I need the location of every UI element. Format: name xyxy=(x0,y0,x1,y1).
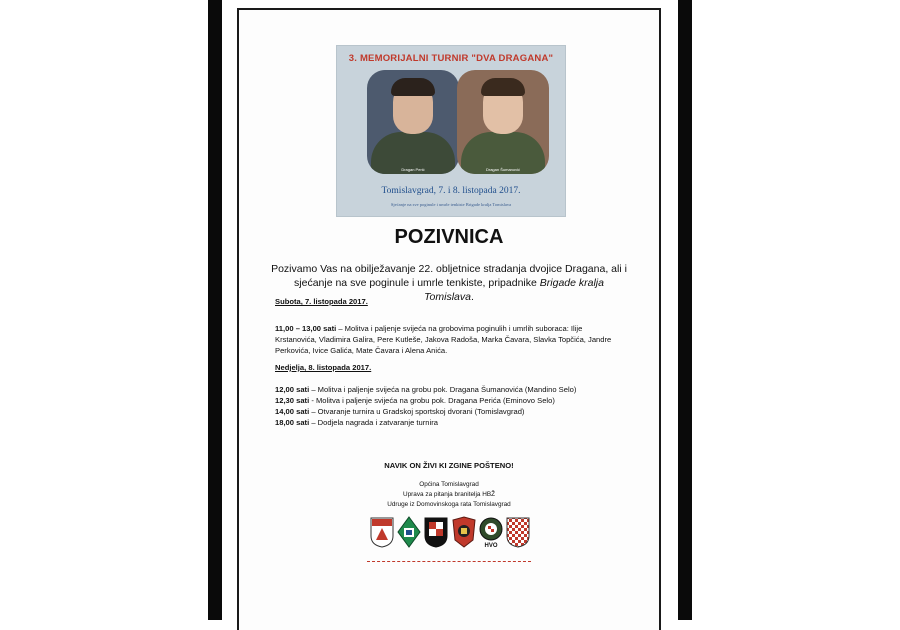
sunday-text: – Dodjela nagrada i zatvaranje turnira xyxy=(309,418,438,427)
sunday-text: - Molitva i paljenje svijeća na grobu pok. Dragana Perića (Eminovo Selo) xyxy=(309,396,555,405)
portrait-photo-left xyxy=(367,70,459,174)
banner-note: Sjećanje na sve poginule i umrle tenkiste Brigade kralja Tomislava xyxy=(390,202,512,207)
motto: NAVIK ON ŽIVI KI ZGINE POŠTENO! xyxy=(384,461,514,470)
saturday-section xyxy=(275,296,625,356)
organizer-line: Udruge iz Domovinskoga rata Tomislavgrad xyxy=(387,501,511,508)
saturday-title: Subota, 7. listopada 2017. xyxy=(275,297,368,306)
sunday-text: – Otvaranje turnira u Gradskoj sportskoj dvorani (Tomislavgrad) xyxy=(309,407,525,416)
memorial-banner xyxy=(336,45,566,217)
saturday-text: – Molitva i paljenje svijeća na grobovima poginulih i umrlih suboraca: Ilije Krstanovića, Vladimira Galira, Pere Kutleše, Jakova Radoša, Marka Čavara, Slavka Topčića, Jandre Perkovića, Ivice Galića, Mate Čavara i Alena Anića. xyxy=(275,324,612,355)
left-border-bar xyxy=(208,0,222,620)
page-title: POZIVNICA xyxy=(394,226,504,248)
sunday-item xyxy=(275,384,625,395)
sunday-section xyxy=(275,362,625,428)
sunday-time: 12,30 sati xyxy=(275,396,310,405)
sunday-text: – Molitva i paljenje svijeća na grobu pok. Dragana Šumanovića (Mandino Selo) xyxy=(309,385,577,394)
sunday-time: 14,00 sati xyxy=(275,407,310,416)
brigade-emblem-icon xyxy=(452,516,476,548)
sunday-item xyxy=(275,395,625,406)
intro-brigade-name: Brigade kralja Tomislava xyxy=(424,277,604,303)
checkerboard-shield-icon xyxy=(506,516,530,548)
organizer-line: Općina Tomislavgrad xyxy=(419,481,479,488)
banner-title: 3. MEMORIJALNI TURNIR "DVA DRAGANA" xyxy=(348,53,554,64)
right-border-bar xyxy=(678,0,692,620)
intro-end: . xyxy=(470,291,474,303)
logo-row xyxy=(370,516,530,556)
portrait-caption-left: Dragan Perić xyxy=(401,167,425,172)
banner-place-date: Tomislavgrad, 7. i 8. listopada 2017. xyxy=(381,186,521,196)
hvo-label: HVO xyxy=(484,543,498,548)
sunday-time: 18,00 sati xyxy=(275,418,310,427)
portrait-photo-right xyxy=(457,70,549,174)
hvo-emblem-icon xyxy=(479,516,503,548)
sunday-item xyxy=(275,417,625,428)
invitation-sheet xyxy=(237,8,661,630)
sunday-time: 12,00 sati xyxy=(275,385,310,394)
saturday-item xyxy=(275,323,625,356)
tomislavgrad-crest-icon xyxy=(370,516,394,548)
footer-separator xyxy=(367,561,531,562)
organizer-line: Uprava za pitanja branitelja HBŽ xyxy=(403,491,495,498)
portrait-caption-right: Dragan Šumanović xyxy=(485,167,521,172)
sunday-item xyxy=(275,406,625,417)
saturday-time: 11,00 – 13,00 sati xyxy=(275,324,337,333)
veterans-emblem-icon xyxy=(397,516,421,548)
hos-emblem-icon xyxy=(424,516,448,548)
organizers-list xyxy=(239,480,659,510)
sunday-title: Nedjelja, 8. listopada 2017. xyxy=(275,363,372,372)
intro-text: Pozivamo Vas na obilježavanje 22. obljetnice stradanja dvojice Dragana, ali i sjećanje na sve poginule i umrle tenkiste, pripadnike xyxy=(271,263,627,289)
